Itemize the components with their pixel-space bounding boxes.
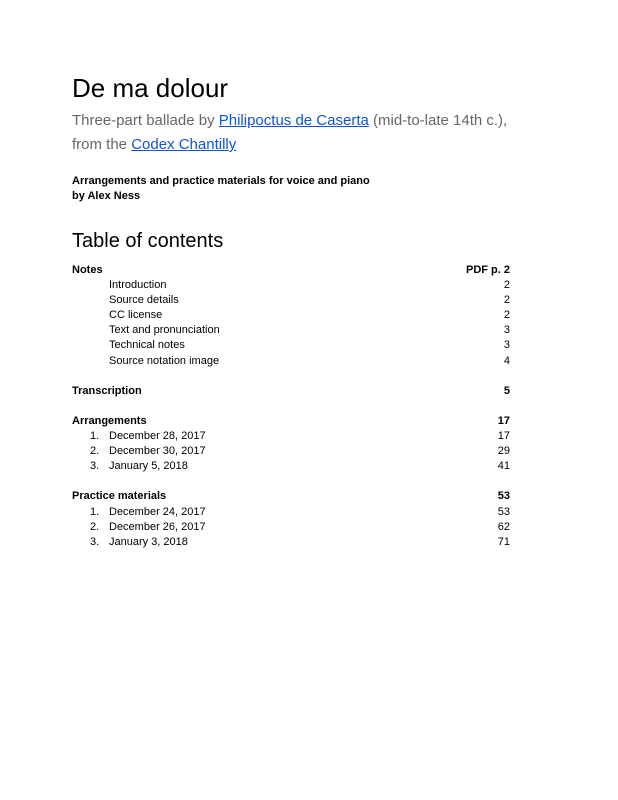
toc-item[interactable] [72,459,510,474]
subtitle-prefix: Three-part ballade by [72,112,219,129]
toc-item-label: January 5, 2018 [109,460,188,473]
toc-page-number: 3 [503,339,510,352]
toc-section-label: Notes [72,264,103,276]
toc-item-number: 1. [90,430,100,443]
toc-item[interactable] [72,444,510,459]
toc-item-label: December 30, 2017 [109,445,206,458]
toc-section-label: Arrangements [72,414,147,427]
toc-item[interactable] [72,293,510,308]
toc-item[interactable] [72,323,510,338]
document-subtitle [72,109,510,157]
toc-spacer [72,399,510,414]
toc-item-label: Source details [109,294,179,307]
toc-page-number: 2 [503,279,510,292]
toc-item[interactable] [72,520,510,535]
toc-page-number: 71 [497,535,510,548]
subtitle-suffix: (mid-to-late 14th c.), [368,112,508,129]
toc-section-arrangements[interactable] [72,414,510,429]
toc-page-number: 53 [497,490,510,503]
toc-spacer [72,369,510,384]
toc-page-number: 62 [497,520,510,533]
toc-item-number: 2. [90,520,100,533]
toc-section-transcription[interactable] [72,384,510,399]
source-link[interactable]: Codex Chantilly [131,136,237,153]
toc-page-number: PDF p. 2 [465,264,510,276]
toc-item-label: Source notation image [109,354,220,367]
toc-item[interactable] [72,308,510,323]
toc-page-number: 4 [503,354,510,367]
byline-description: Arrangements and practice materials for voice and piano [72,175,370,187]
toc-item[interactable] [72,354,510,369]
subtitle-line2-prefix: from the [72,136,132,153]
toc-page-number: 3 [503,324,510,337]
toc-item[interactable] [72,278,510,293]
toc-item-label: December 24, 2017 [109,505,206,518]
toc-section-label: Practice materials [72,490,167,503]
toc-section-notes[interactable] [72,263,510,278]
table-of-contents [72,263,510,550]
toc-item-label: CC license [109,309,163,322]
toc-item-label: Text and pronunciation [109,324,220,337]
toc-item[interactable] [72,505,510,520]
toc-page-number: 41 [497,460,510,473]
toc-item-label: January 3, 2018 [109,535,188,548]
toc-heading: Table of contents [72,230,224,252]
toc-item-number: 3. [90,535,100,548]
toc-page-number: 17 [497,414,510,427]
toc-item-number: 1. [90,505,100,518]
document-title: De ma dolour [72,73,229,103]
toc-item[interactable] [72,429,510,444]
toc-item-label: December 26, 2017 [109,520,206,533]
toc-item[interactable] [72,338,510,353]
toc-page-number: 17 [497,430,510,443]
composer-link[interactable]: Philipoctus de Caserta [218,112,369,129]
byline [72,174,510,204]
byline-author: by Alex Ness [72,190,141,202]
toc-item-number: 2. [90,445,100,458]
toc-page-number: 29 [497,445,510,458]
toc-spacer [72,474,510,489]
toc-item-label: Introduction [109,279,167,292]
toc-item-label: December 28, 2017 [109,430,206,443]
toc-item-number: 3. [90,460,100,473]
toc-page-number: 5 [503,384,510,397]
toc-page-number: 2 [503,309,510,322]
toc-section-practice-materials[interactable] [72,489,510,504]
toc-section-label: Transcription [72,384,142,397]
toc-item-label: Technical notes [109,339,185,352]
toc-page-number: 53 [497,505,510,518]
toc-page-number: 2 [503,294,510,307]
document-page [72,70,510,550]
toc-item[interactable] [72,535,510,550]
